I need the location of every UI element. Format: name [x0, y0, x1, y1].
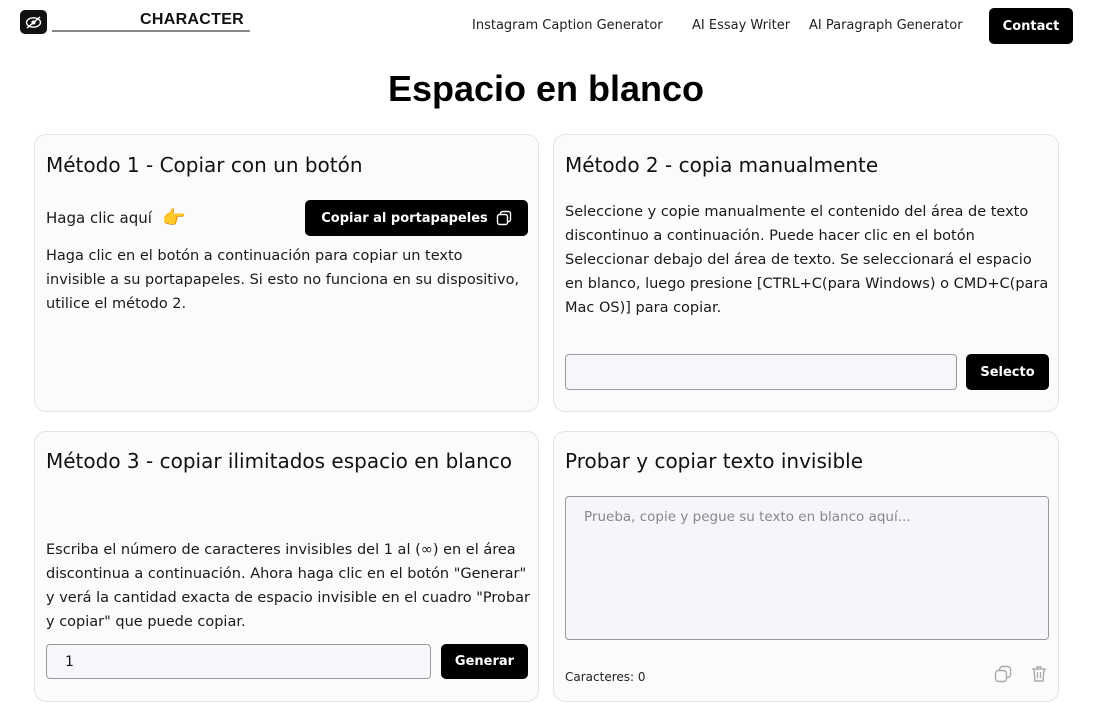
copy-to-clipboard-button[interactable]: [305, 200, 528, 236]
test-card: [553, 431, 1059, 702]
logo-eye-icon[interactable]: [20, 10, 47, 34]
click-here-row: [46, 206, 186, 230]
method2-title: Método 2 - copia manualmente: [565, 153, 879, 177]
invisible-text-textarea[interactable]: Prueba, copie y pegue su texto en blanco aquí...: [565, 496, 1049, 640]
copy-icon: [496, 210, 512, 226]
site-header: [0, 0, 1100, 52]
method1-title: Método 1 - Copiar con un botón: [46, 153, 363, 177]
method2-description: Seleccione y copie manualmente el contenido del área de texto discontinuo a continuación. Puede hacer clic en el botón Seleccionar debajo del área de texto. Se seleccionará el espacio en blanco, luego presione [CTRL+C(para Windows) o CMD+C(para Mac OS)] para copiar.: [565, 204, 1049, 316]
contact-button[interactable]: Contact: [989, 8, 1073, 44]
method2-card: [553, 134, 1059, 412]
method3-description: Escriba el número de caracteres invisibles del 1 al (∞) en el área discontinua a continuación. Ahora haga clic en el botón "Generar" y verá la cantidad exacta de espacio invisible en el cuadro "Probar y copiar" que puede copiar.: [46, 542, 530, 630]
character-count-input[interactable]: 1: [46, 644, 431, 679]
generate-button[interactable]: Generar: [441, 644, 528, 679]
character-counter: Caracteres: 0: [565, 670, 646, 684]
click-here-label: Haga clic aquí: [46, 209, 152, 227]
nav-ai-essay-writer[interactable]: AI Essay Writer: [692, 18, 791, 33]
test-title: Probar y copiar texto invisible: [565, 449, 863, 473]
copy-icon[interactable]: [992, 663, 1014, 685]
copy-to-clipboard-label: Copiar al portapapeles: [321, 210, 488, 226]
method3-card: [34, 431, 539, 702]
select-button[interactable]: Selecto: [966, 354, 1049, 390]
trash-icon[interactable]: [1028, 663, 1050, 685]
method1-description: Haga clic en el botón a continuación para copiar un texto invisible a su portapapeles. Si esto no funciona en su dispositivo, utilice el método 2.: [46, 248, 520, 312]
logo-text[interactable]: CHARACTER: [140, 11, 245, 28]
method3-title: Método 3 - copiar ilimitados espacio en blanco: [46, 449, 512, 473]
logo-underline: [52, 30, 250, 32]
nav-ai-paragraph-generator[interactable]: AI Paragraph Generator: [809, 18, 963, 33]
method1-card: [34, 134, 539, 412]
whitespace-select-input[interactable]: [565, 354, 957, 390]
page-title: Espacio en blanco: [387, 68, 705, 109]
nav-instagram-caption-generator[interactable]: Instagram Caption Generator: [472, 18, 663, 33]
pointing-hand-icon: 👉: [161, 207, 186, 229]
